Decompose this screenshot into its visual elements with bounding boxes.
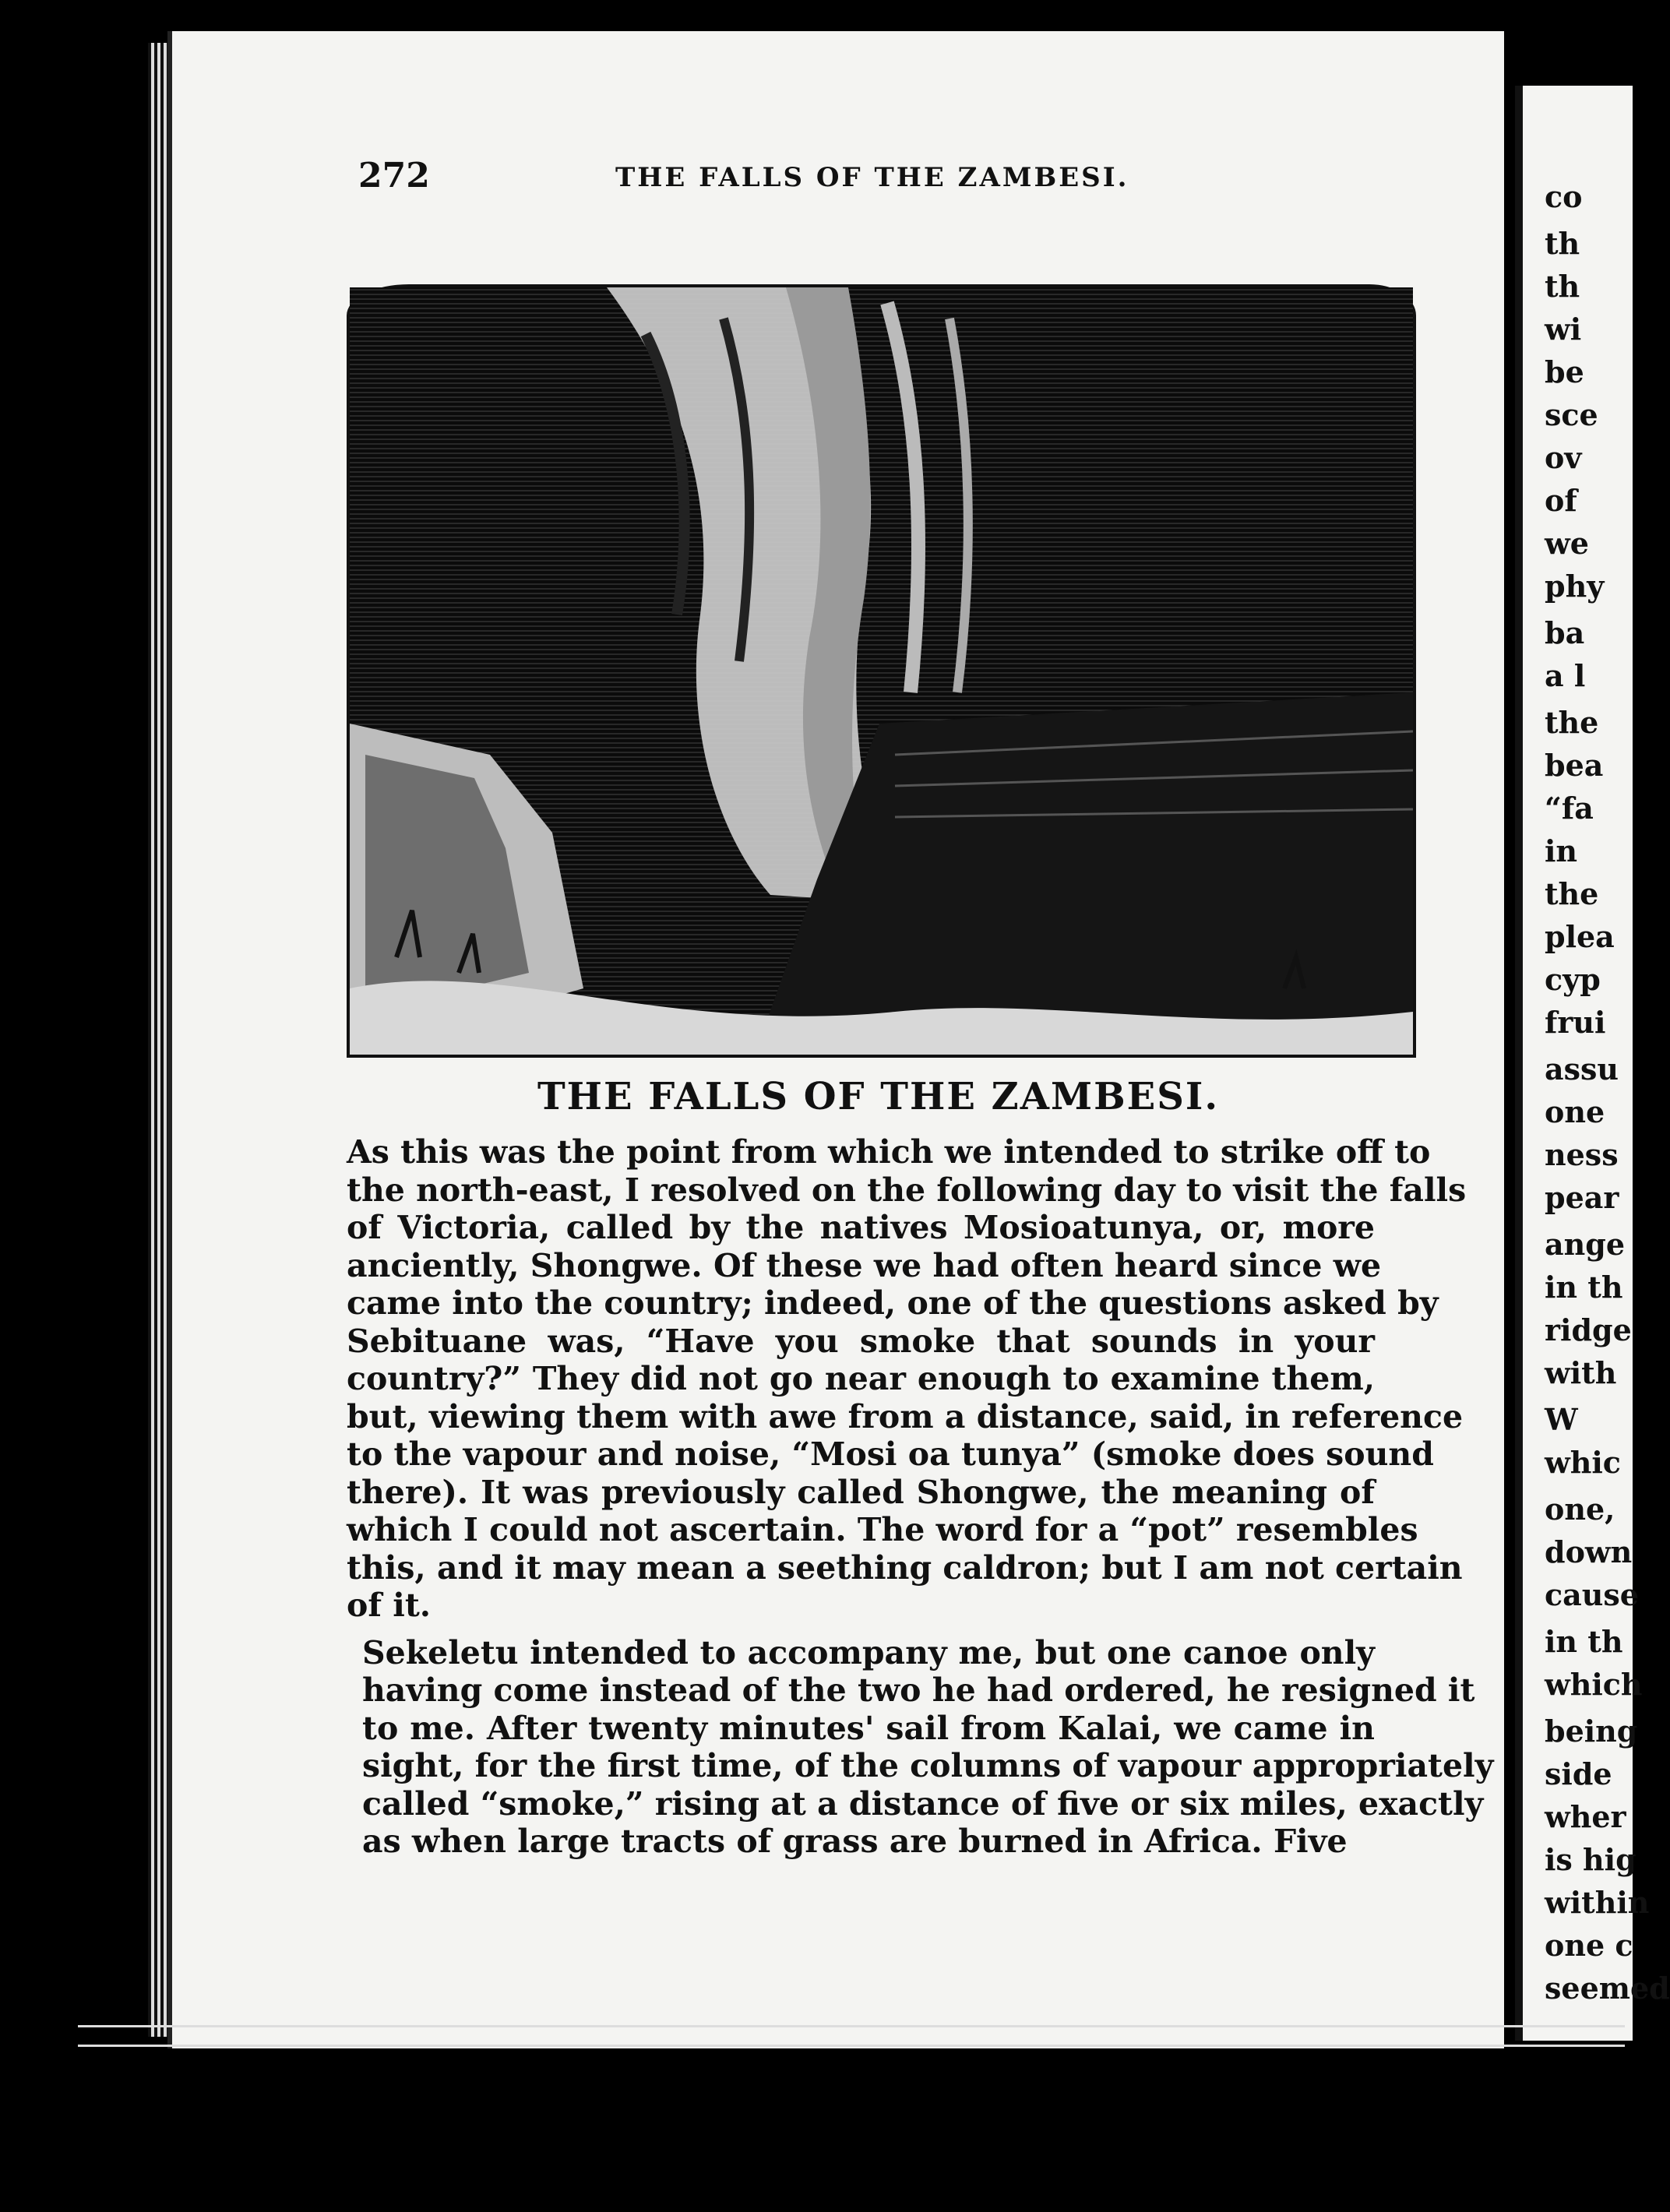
text-line: but, viewing them with awe from a distance, said, in reference — [347, 1397, 1464, 1435]
facing-page-fragment: ridge — [1545, 1312, 1632, 1347]
facing-page-fragment: the — [1545, 705, 1599, 740]
facing-page-fragment: one — [1545, 1094, 1605, 1129]
text-line: having come instead of the two he had ordered, he resigned it — [362, 1671, 1475, 1709]
page-header — [358, 156, 1449, 203]
facing-page-fragment: ness — [1545, 1137, 1619, 1172]
bottom-rule — [78, 2025, 1625, 2047]
facing-page-fragment: of — [1545, 483, 1577, 518]
facing-page-fragment: th — [1545, 269, 1580, 304]
facing-page-fragment: within — [1545, 1885, 1650, 1920]
illustration-caption: THE FALLS OF THE ZAMBESI. — [537, 1075, 1220, 1118]
paragraph — [347, 1133, 1467, 1625]
facing-page-fragment: “fa — [1545, 791, 1594, 826]
facing-page-fragment: th — [1545, 226, 1580, 261]
book-page-right — [1515, 86, 1670, 2041]
text-line: this, and it may mean a seething caldron; but I am not certain — [347, 1548, 1463, 1587]
facing-page-fragment: with — [1545, 1355, 1617, 1390]
facing-page-fragment: is hig — [1545, 1842, 1637, 1877]
facing-page-fragment: bea — [1545, 748, 1604, 783]
facing-page-fragment: the — [1545, 876, 1599, 911]
facing-page-fragment: ange — [1545, 1227, 1625, 1262]
facing-page-fragment: one, — [1545, 1492, 1615, 1527]
text-line: country?” They did not go near enough to examine them, — [347, 1360, 1375, 1397]
facing-page-fragment: being — [1545, 1714, 1638, 1749]
text-line: there). It was previously called Shongwe, the meaning of — [347, 1473, 1375, 1511]
text-line: the north-east, I resolved on the following day to visit the falls — [347, 1171, 1467, 1209]
facing-page-fragment: cause — [1545, 1577, 1639, 1612]
running-head: THE FALLS OF THE ZAMBESI. — [615, 162, 1129, 193]
facing-page-fragment: one c — [1545, 1928, 1633, 1963]
facing-page-fragment: wi — [1545, 312, 1582, 347]
facing-page-fragment: we — [1545, 526, 1589, 561]
facing-page-fragment: seemed — [1545, 1971, 1670, 2006]
text-line: of Victoria, called by the natives Mosioatunya, or, more — [347, 1209, 1375, 1246]
facing-page-fragment: frui — [1545, 1005, 1606, 1040]
facing-page-fragment: wher — [1545, 1799, 1626, 1834]
facing-page-fragment: ov — [1545, 440, 1582, 475]
text-line: of it. — [347, 1587, 432, 1624]
facing-page-fragment: cyp — [1545, 962, 1601, 997]
facing-page-fragment: in th — [1545, 1624, 1623, 1659]
page-number: 272 — [358, 156, 430, 195]
text-line: called “smoke,” rising at a distance of five or six miles, exactly — [362, 1784, 1484, 1823]
facing-page-fragment: ba — [1545, 615, 1585, 650]
text-line: which I could not ascertain. The word for a “pot” resembles — [347, 1511, 1418, 1548]
text-line: as when large tracts of grass are burned in Africa. Five — [362, 1823, 1348, 1860]
facing-page-fragment: co — [1545, 179, 1583, 214]
facing-page-fragment: in th — [1545, 1270, 1623, 1305]
facing-page-fragment: assu — [1545, 1051, 1619, 1087]
waterfall-engraving — [347, 284, 1416, 1058]
text-line: to the vapour and noise, “Mosi oa tunya” (smoke does sound — [347, 1435, 1434, 1473]
waterfall-engraving-icon — [350, 287, 1413, 1055]
facing-page-fragment: pear — [1545, 1180, 1619, 1215]
text-line: As this was the point from which we intended to strike off to — [347, 1133, 1431, 1171]
text-line: to me. After twenty minutes' sail from Kalai, we came in — [362, 1709, 1375, 1747]
text-line: Sekeletu intended to accompany me, but one canoe only — [362, 1633, 1375, 1671]
facing-page-fragment: down — [1545, 1534, 1633, 1569]
facing-page-fragment: phy — [1545, 569, 1605, 604]
facing-page-fragment: W — [1545, 1402, 1578, 1437]
body-text — [347, 1133, 1494, 1861]
facing-page-fragment: which — [1545, 1667, 1643, 1702]
facing-page-fragment: sce — [1545, 397, 1598, 432]
text-line: Sebituane was, “Have you smoke that sounds in your — [347, 1322, 1375, 1360]
facing-page-fragment: whic — [1545, 1445, 1621, 1480]
facing-page-fragment: be — [1545, 354, 1584, 389]
text-line: sight, for the first time, of the columns of vapour appropriately — [362, 1747, 1494, 1784]
facing-page-fragment: plea — [1545, 919, 1615, 954]
facing-page-fragment: a l — [1545, 658, 1586, 693]
facing-page-fragment: side — [1545, 1756, 1612, 1791]
paragraph — [347, 1633, 1494, 1861]
facing-page-fragment: in — [1545, 833, 1578, 868]
text-line: came into the country; indeed, one of the questions asked by — [347, 1284, 1439, 1322]
text-line: anciently, Shongwe. Of these we had often heard since we — [347, 1246, 1382, 1284]
